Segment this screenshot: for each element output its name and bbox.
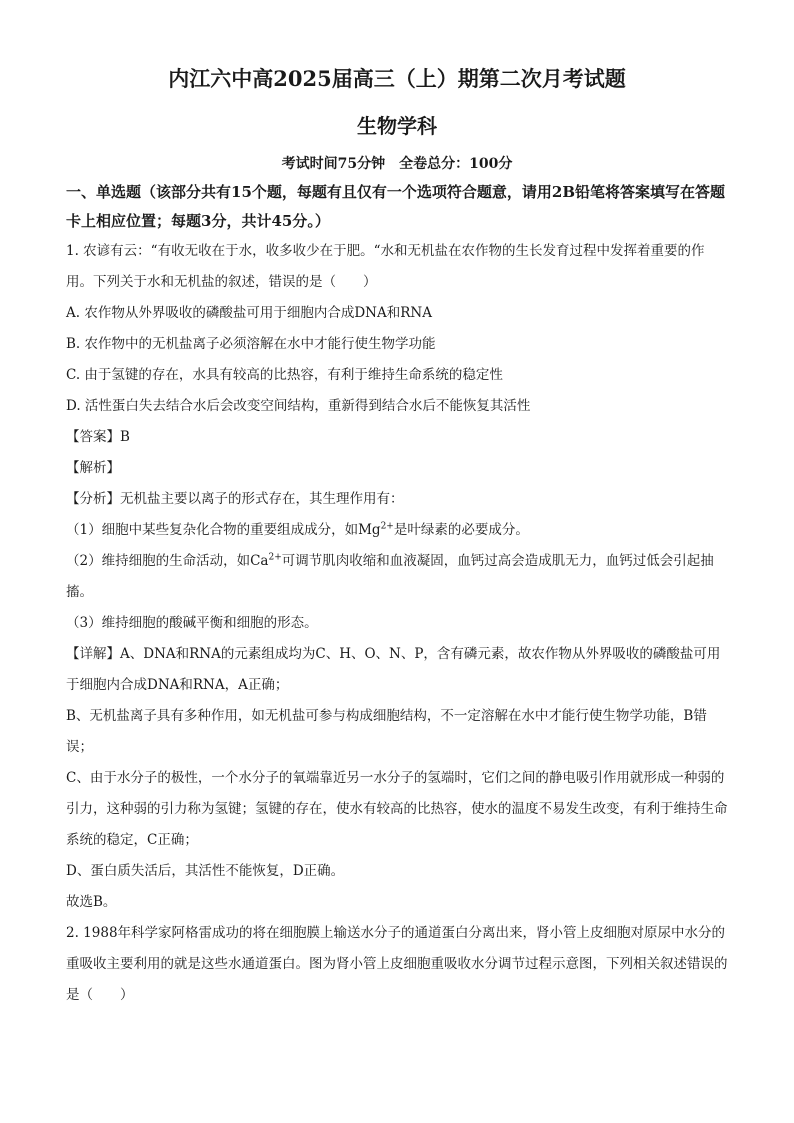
detail-d: D、蛋白质失活后，其活性不能恢复，D正确。	[66, 863, 345, 879]
analysis-label: 【解析】	[66, 460, 120, 476]
point-2-text-b: 可调节肌肉收缩和血液凝固，血钙过高会造成肌无力，血钙过低会引起抽搐。	[66, 553, 714, 600]
exam-info: 考试时间75分钟 全卷总分：100分	[281, 156, 513, 172]
section-heading: 一、单选题（该部分共有15个题，每题有且仅有一个选项符合题意，请用2B铅笔将答案填写在答题卡上相应位置；每题3分，共计45分。）	[66, 183, 725, 230]
conclusion: 故选B。	[66, 894, 117, 910]
question-stem: 2. 1988年科学家阿格雷成功的将在细胞膜上输送水分子的通道蛋白分离出来，肾小管上皮细胞对原尿中水分的重吸收主要利用的就是这些水通道蛋白。图为肾小管上皮细胞重吸收水分调节过程示意图，下列相关叙述错误的是（ ）	[66, 925, 728, 1003]
analysis-point-2	[66, 546, 728, 608]
analysis-point-3: （3）维持细胞的酸碱平衡和细胞的形态。	[66, 615, 318, 631]
exam-title: 内江六中高2025届高三（上）期第二次月考试题	[168, 66, 626, 91]
option-d: D. 活性蛋白失去结合水后会改变空间结构，重新得到结合水后不能恢复其活性	[66, 398, 531, 414]
point-1-text-b: 是叶绿素的必要成分。	[393, 522, 529, 538]
analysis-intro: 【分析】无机盐主要以离子的形式存在，其生理作用有：	[66, 491, 404, 507]
question-stem: 1. 农谚有云：“有收无收在于水，收多收少在于肥。“水和无机盐在农作物的生长发育过程中发挥着重要的作用。下列关于水和无机盐的叙述，错误的是（ ）	[66, 243, 705, 290]
detail-c: C、由于水分子的极性，一个水分子的氧端靠近另一水分子的氢端时，它们之间的静电吸引作用就形成一种弱的引力，这种弱的引力称为氢键；氢键的存在，使水有较高的比热容，使水的温度不易发生改变，有利于维持生命系统的稳定，C正确；	[66, 770, 728, 848]
subject-title: 生物学科	[357, 114, 437, 138]
detail-b: B、无机盐离子具有多种作用，如无机盐可参与构成细胞结构，不一定溶解在水中才能行使生物学功能，B错误；	[66, 708, 707, 755]
point-1-text-a: （1）细胞中某些复杂化合物的重要组成成分，如Mg	[66, 522, 381, 538]
ca-charge: 2+	[268, 552, 282, 563]
analysis-point-1	[66, 515, 728, 546]
detail-a: 【详解】A、DNA和RNA的元素组成均为C、H、O、N、P，含有磷元素，故农作物从外界吸收的磷酸盐可用于细胞内合成DNA和RNA，A正确；	[66, 646, 721, 693]
option-c: C. 由于氢键的存在，水具有较高的比热容，有利于维持生命系统的稳定性	[66, 367, 503, 383]
question-2	[66, 918, 728, 1011]
answer-label: 【答案】B	[66, 429, 130, 445]
mg-charge: 2+	[380, 521, 394, 532]
exam-page	[66, 64, 728, 1011]
option-b: B. 农作物中的无机盐离子必须溶解在水中才能行使生物学功能	[66, 336, 436, 352]
question-1	[66, 236, 728, 918]
point-2-text-a: （2）维持细胞的生命活动，如Ca	[66, 553, 269, 569]
option-a: A. 农作物从外界吸收的磷酸盐可用于细胞内合成DNA和RNA	[66, 305, 432, 321]
